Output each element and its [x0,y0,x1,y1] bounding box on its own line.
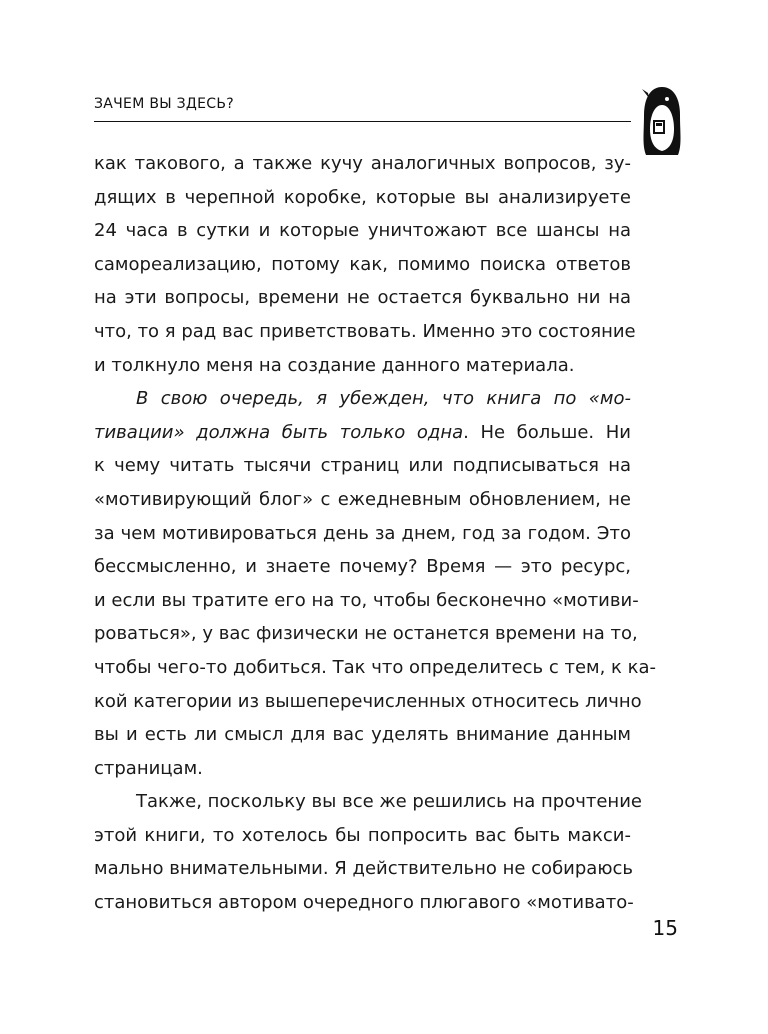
text-line: что, то я рад вас приветствовать. Именно это состояние [94,320,636,342]
text-line [94,416,631,450]
italic-text-line: В свою очередь, я убежден, что книга по «мо- [136,388,631,410]
text-line: дящих в черепной коробке, которые вы анализируете [94,186,631,208]
text-line: становиться автором очередного плюгавого «мотивато- [94,892,634,914]
penguin-icon [640,85,684,159]
text-line: как такового, а также кучу аналогичных вопросов, зу- [94,153,631,174]
text-line: кой категории из вышеперечисленных относитесь лично [94,690,642,712]
text-line: вы и есть ли смысл для вас уделять внимание данным [94,724,631,746]
text-line: этой книги, то хотелось бы попросить вас быть макси- [94,824,631,846]
text-line: на эти вопросы, времени не остается буквально ни на [94,287,631,309]
text-line: 24 часа в сутки и которые уничтожают все шансы на [94,220,631,242]
text-line: бессмысленно, и знаете почему? Время — это ресурс, [94,556,631,578]
body-text [94,147,657,920]
italic-phrase: тивации» должна быть только одна [94,421,464,443]
text-line: и если вы тратите его на то, чтобы бесконечно «мотиви- [94,589,639,611]
text-line: к чему читать тысячи страниц или подписываться на [94,455,631,477]
text-line: Также, поскольку вы все же решились на прочтение [136,791,642,813]
text-line: и толкнуло меня на создание данного материала. [94,354,575,376]
running-header: ЗАЧЕМ ВЫ ЗДЕСЬ? [94,96,235,112]
text-line: за чем мотивироваться день за днем, год за годом. Это [94,522,631,544]
text-line: «мотивирующий блог» с ежедневным обновлением, не [94,488,631,510]
header-divider [94,121,631,122]
text-line: роваться», у вас физически не останется времени на то, [94,623,638,645]
text-fragment: . Не больше. Ни [463,421,631,443]
text-line: чтобы чего-то добиться. Так что определитесь с тем, к ка- [94,656,657,678]
text-line: мально внимательными. Я действительно не собираюсь [94,858,633,880]
text-line: страницам. [94,757,203,779]
page-number: 15 [652,916,678,940]
text-line: самореализацию, потому как, помимо поиска ответов [94,253,631,275]
